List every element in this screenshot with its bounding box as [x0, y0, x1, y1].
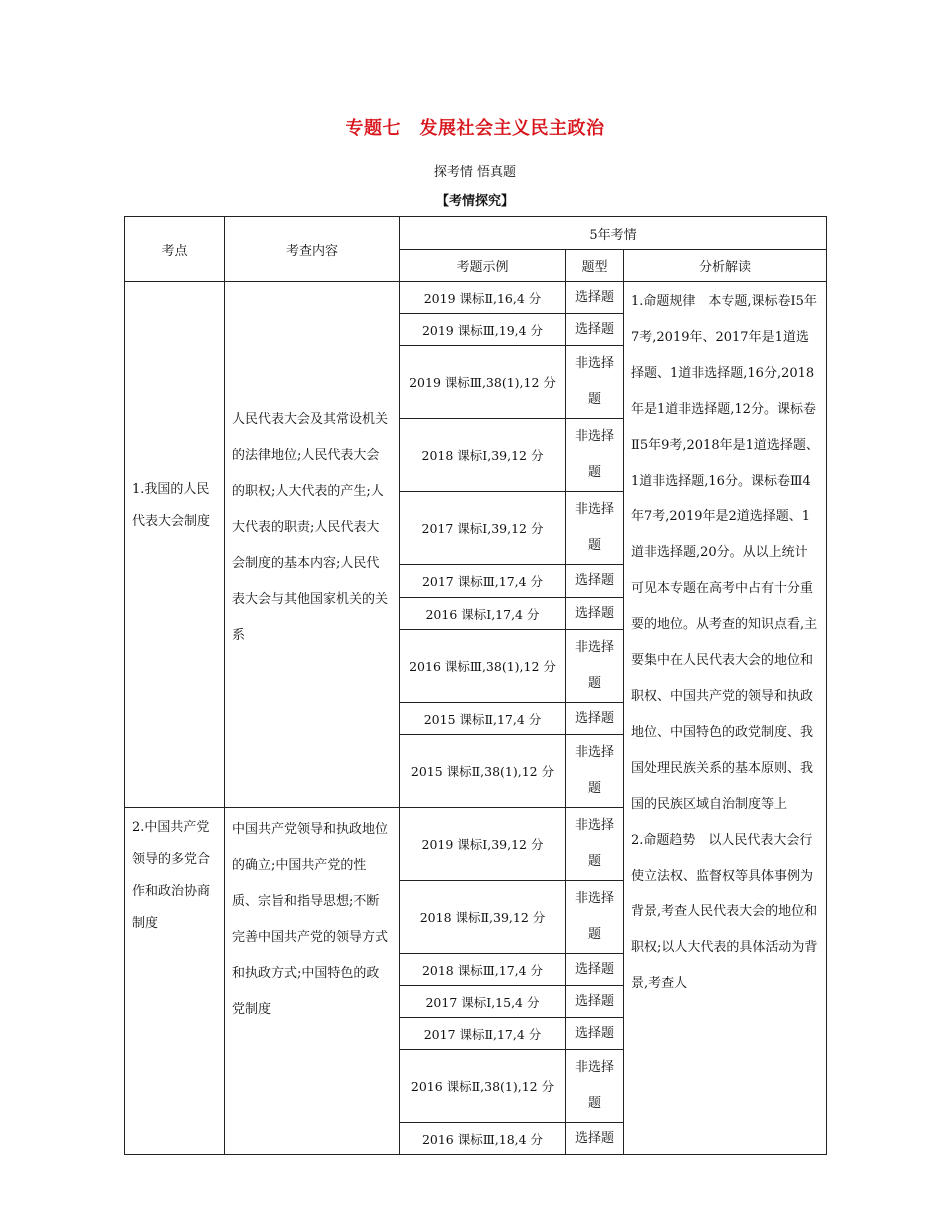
topic-content: 人民代表大会及其常设机关的法律地位;人民代表大会的职权;人大代表的产生;人大代表的职责;人民代表大会制度的基本内容;人民代表大会与其他国家机关的关系: [232, 412, 389, 643]
section-title: 【考情探究】: [435, 194, 514, 209]
exam-type: 非选择题: [566, 630, 624, 703]
exam-example: 2015 课标Ⅱ,17,4 分: [400, 703, 566, 735]
exam-example: 2017 课标Ⅰ,15,4 分: [400, 986, 566, 1018]
exam-example: 2019 课标Ⅲ,38(1),12 分: [400, 346, 566, 419]
page-title: 专题七 发展社会主义民主政治: [345, 118, 605, 139]
analysis-cell: [624, 282, 827, 1155]
header-five-year: 5年考情: [400, 217, 827, 250]
topic-name: 1.我国的人民代表大会制度: [132, 482, 211, 529]
exam-example: 2019 课标Ⅱ,16,4 分: [400, 282, 566, 314]
exam-type: 选择题: [566, 282, 624, 314]
topic-cell-1: [125, 282, 225, 808]
analysis-text: 1.命题规律 本专题,课标卷Ⅰ5年7考,2019年、2017年是1道选择题、1道非选择题,16分,2018年是1道非选择题,12分。课标卷Ⅱ5年9考,2018年是1道选择题、1道非选择题,16分。课标卷Ⅲ4年7考,2019年是2道选择题、1道非选择题,20分。从以上统计可见本专题在高考中占有十分重要的地位。从考查的知识点看,主要集中在人民代表大会的地位和职权、中国共产党的领导和执政地位、中国特色的政党制度、我国处理民族关系的基本原则、我国的民族区域自治制度等上: [631, 294, 819, 812]
exam-type: 非选择题: [566, 492, 624, 565]
topic-content: 中国共产党领导和执政地位的确立;中国共产党的性质、宗旨和指导思想;不断完善中国共产党的领导方式和执政方式;中国特色的政党制度: [232, 822, 389, 1017]
exam-type: 选择题: [566, 598, 624, 630]
header-analysis: 分析解读: [624, 250, 827, 282]
exam-example: 2016 课标Ⅲ,18,4 分: [400, 1123, 566, 1155]
exam-type: 非选择题: [566, 1050, 624, 1123]
exam-type: 选择题: [566, 565, 624, 598]
exam-example: 2018 课标Ⅲ,17,4 分: [400, 954, 566, 986]
exam-type: 选择题: [566, 1018, 624, 1050]
exam-example: 2018 课标Ⅱ,39,12 分: [400, 881, 566, 954]
topic-name: 2.中国共产党领导的多党合作和政治协商制度: [132, 820, 211, 931]
exam-example: 2017 课标Ⅰ,39,12 分: [400, 492, 566, 565]
exam-example: 2019 课标Ⅲ,19,4 分: [400, 314, 566, 346]
topic-cell-2: [125, 808, 225, 1155]
exam-type: 非选择题: [566, 735, 624, 808]
exam-type: 选择题: [566, 314, 624, 346]
exam-example: 2019 课标Ⅰ,39,12 分: [400, 808, 566, 881]
header-example: 考题示例: [400, 250, 566, 282]
page-subtitle: 探考情 悟真题: [433, 165, 517, 180]
content-cell-2: [225, 808, 400, 1155]
table-row: [125, 282, 827, 314]
exam-example: 2016 课标Ⅲ,38(1),12 分: [400, 630, 566, 703]
exam-example: 2017 课标Ⅱ,17,4 分: [400, 1018, 566, 1050]
exam-type: 非选择题: [566, 346, 624, 419]
header-content: 考查内容: [225, 217, 400, 282]
header-topic: 考点: [125, 217, 225, 282]
exam-example: 2016 课标Ⅱ,38(1),12 分: [400, 1050, 566, 1123]
exam-type: 选择题: [566, 703, 624, 735]
exam-type: 非选择题: [566, 808, 624, 881]
exam-example: 2016 课标Ⅰ,17,4 分: [400, 598, 566, 630]
exam-type: 选择题: [566, 954, 624, 986]
exam-type: 选择题: [566, 986, 624, 1018]
exam-type: 非选择题: [566, 881, 624, 954]
exam-type: 非选择题: [566, 419, 624, 492]
exam-type: 选择题: [566, 1123, 624, 1155]
analysis-text-2: 2.命题趋势 以人民代表大会行使立法权、监督权等具体事例为背景,考查人民代表大会的地位和职权;以人大代表的具体活动为背景,考查人: [631, 832, 818, 992]
exam-example: 2015 课标Ⅱ,38(1),12 分: [400, 735, 566, 808]
exam-analysis-table: [124, 216, 827, 1155]
header-type: 题型: [566, 250, 624, 282]
exam-example: 2017 课标Ⅲ,17,4 分: [400, 565, 566, 598]
exam-example: 2018 课标Ⅰ,39,12 分: [400, 419, 566, 492]
content-cell-1: [225, 282, 400, 808]
